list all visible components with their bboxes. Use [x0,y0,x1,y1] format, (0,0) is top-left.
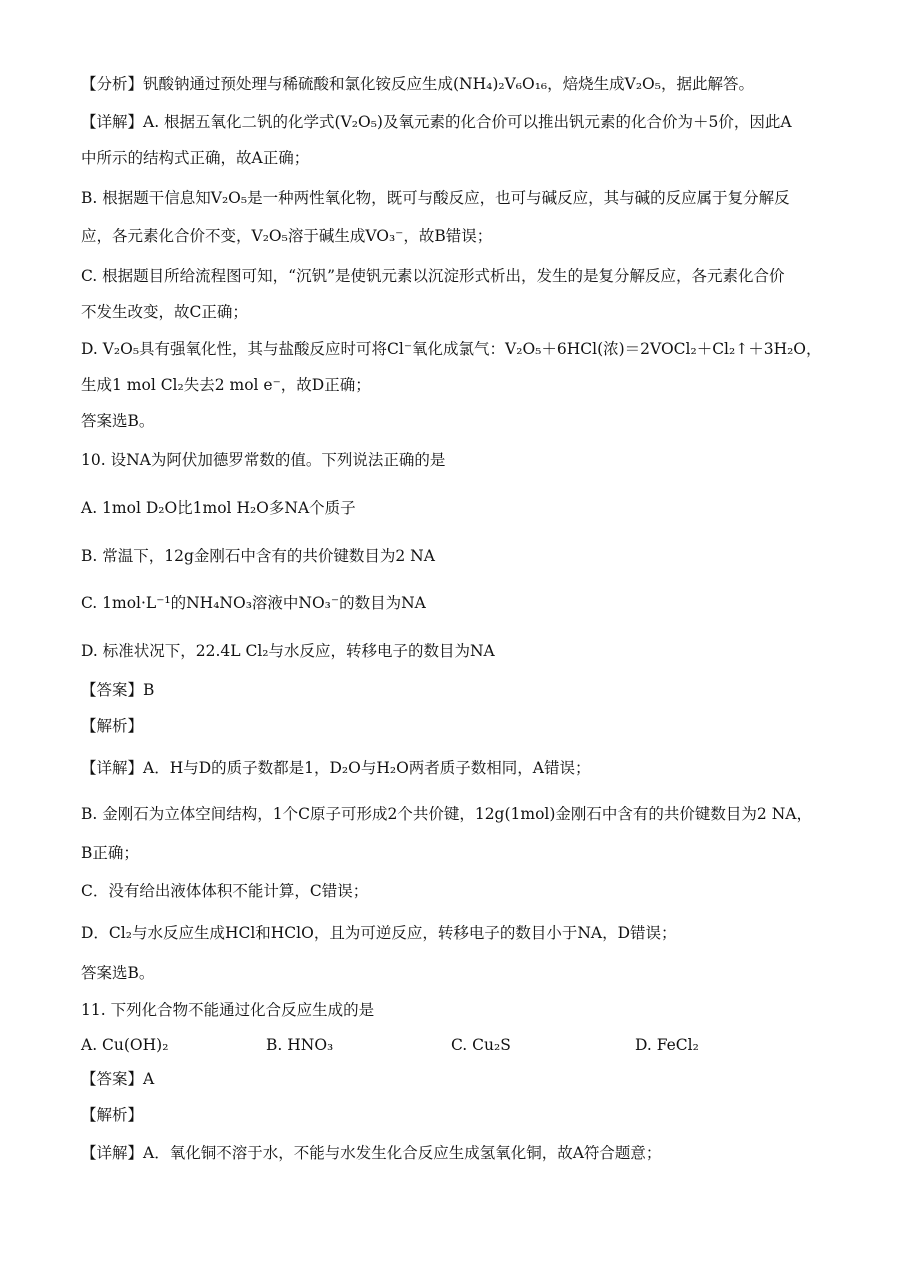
analysis-line: 【分析】钒酸钠通过预处理与稀硫酸和氯化铵反应生成(NH₄)₂V₆O₁₆，焙烧生成V₂O₅，据此解答。 [81,75,754,93]
q10-option-d: D. 标准状况下，22.4L Cl₂与水反应，转移电子的数目为NA [81,642,495,660]
q11-option-b: B. HNO₃ [266,1036,334,1054]
detail-b-line-2: 应，各元素化合价不变，V₂O₅溶于碱生成VO₃⁻，故B错误； [81,227,493,245]
q11-option-d: D. FeCl₂ [635,1036,699,1054]
q11-jiexi: 【解析】 [81,1106,144,1124]
detail-b-line-1: B. 根据题干信息知V₂O₅是一种两性氧化物，既可与酸反应，也可与碱反应，其与碱的反应属于复分解反 [81,189,790,207]
q11-stem: 11. 下列化合物不能通过化合反应生成的是 [81,1001,375,1019]
q10-stem: 10. 设NA为阿伏加德罗常数的值。下列说法正确的是 [81,451,446,469]
q10-detail-a: 【详解】A．H与D的质子数都是1，D₂O与H₂O两者质子数相同，A错误； [81,759,591,777]
q11-option-c: C. Cu₂S [451,1036,511,1054]
detail-d-line-2: 生成1 mol Cl₂失去2 mol e⁻，故D正确； [81,376,371,394]
q10-detail-b-2: B正确； [81,844,139,862]
detail-d-line-1: D. V₂O₅具有强氧化性，其与盐酸反应时可将Cl⁻氧化成氯气：V₂O₅＋6HCl(浓)＝2VOCl₂＋Cl₂↑＋3H₂O， [81,340,822,358]
q10-option-a: A. 1mol D₂O比1mol H₂O多NA个质子 [81,499,356,517]
q11-option-a: A. Cu(OH)₂ [81,1036,169,1054]
detail-a-line-1: 【详解】A. 根据五氧化二钒的化学式(V₂O₅)及氧元素的化合价可以推出钒元素的化合价为＋5价，因此A [81,113,792,131]
q10-answer: 【答案】B [81,681,155,699]
q10-option-c: C. 1mol·L⁻¹的NH₄NO₃溶液中NO₃⁻的数目为NA [81,594,426,612]
detail-c-line-1: C. 根据题目所给流程图可知，“沉钒”是使钒元素以沉淀形式析出，发生的是复分解反应，各元素化合价 [81,267,785,285]
q10-detail-b-1: B. 金刚石为立体空间结构，1个C原子可形成2个共价键，12g(1mol)金刚石中含有的共价键数目为2 NA， [81,805,812,823]
q11-answer: 【答案】A [81,1070,155,1088]
q10-detail-d: D．Cl₂与水反应生成HCl和HClO，且为可逆反应，转移电子的数目小于NA，D错误； [81,924,677,942]
q11-detail-a: 【详解】A．氧化铜不溶于水，不能与水发生化合反应生成氢氧化铜，故A符合题意； [81,1144,662,1162]
q10-choice: 答案选B。 [81,964,155,982]
q10-jiexi: 【解析】 [81,717,144,735]
q10-detail-c: C．没有给出液体体积不能计算，C错误； [81,882,369,900]
answer-choice-9: 答案选B。 [81,412,155,430]
detail-a-line-2: 中所示的结构式正确，故A正确； [81,149,310,167]
detail-c-line-2: 不发生改变，故C正确； [81,303,248,321]
q10-option-b: B. 常温下，12g金刚石中含有的共价键数目为2 NA [81,547,435,565]
